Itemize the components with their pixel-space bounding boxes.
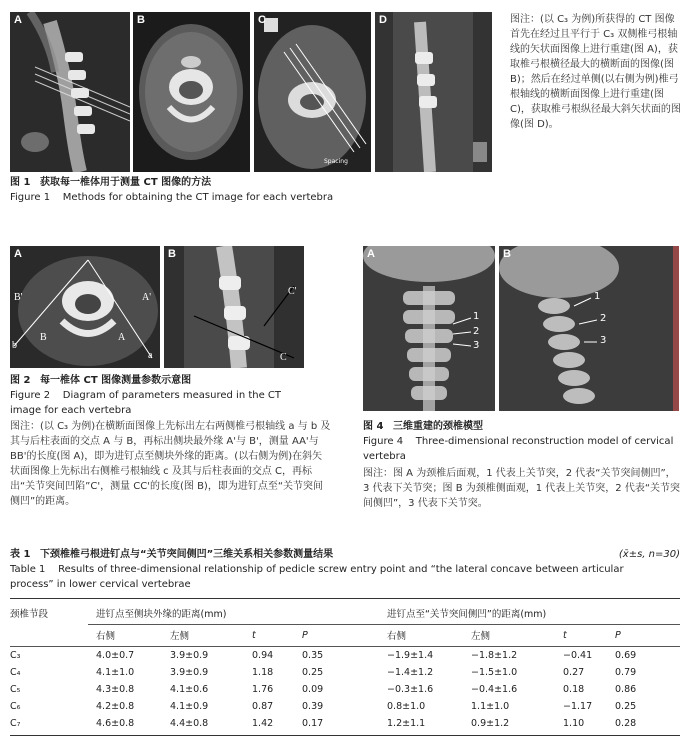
table1-l1: 4.4±0.8 bbox=[170, 717, 209, 729]
table1-p2: 0.69 bbox=[615, 649, 637, 661]
fig4-panel-a-label: A bbox=[367, 248, 375, 260]
fig1-panel-b-image bbox=[133, 12, 250, 172]
table1-p1: 0.35 bbox=[302, 649, 324, 661]
table1-stats: (x̄±s, n=30) bbox=[618, 549, 680, 560]
table1-l1: 3.9±0.9 bbox=[170, 666, 209, 678]
fig2-label-a-line: a bbox=[148, 350, 153, 361]
table1-t2: −0.41 bbox=[563, 649, 593, 661]
fig1-panel-c bbox=[254, 12, 371, 172]
table1-seg: C₃ bbox=[10, 649, 21, 661]
fig2-label-c-prime: C' bbox=[288, 286, 297, 297]
table1-sub-left-1: 左侧 bbox=[170, 624, 252, 646]
table1-p1: 0.39 bbox=[302, 700, 324, 712]
fig4-note: 图注：图 A 为颈椎后面观，1 代表上关节突，2 代表“关节突间侧凹”，3 代表下关节突；图 B 为颈椎侧面观，1 代表上关节突，2 代表“关节突间侧凹”，3 代表下关节突。 bbox=[363, 468, 681, 509]
fig2-label-b-line: b bbox=[12, 340, 17, 351]
table1-r1: 4.3±0.8 bbox=[96, 683, 135, 695]
table1-t1: 1.18 bbox=[252, 666, 274, 678]
table1-title-en bbox=[10, 563, 630, 592]
table-row bbox=[10, 646, 680, 664]
table1-r1: 4.1±1.0 bbox=[96, 666, 135, 678]
table1-title-zh-num: 表 1 bbox=[10, 549, 31, 560]
table-row bbox=[10, 698, 680, 715]
table1-group1-header: 进钉点至侧块外缘的距离(mm) bbox=[96, 608, 227, 620]
table1-seg: C₅ bbox=[10, 683, 21, 695]
fig1-panel-a-label: A bbox=[14, 14, 22, 26]
table1-seg: C₇ bbox=[10, 717, 21, 729]
table1-p1: 0.17 bbox=[302, 717, 324, 729]
table1-t2: 1.10 bbox=[563, 717, 585, 729]
table1-group-header-row bbox=[10, 602, 680, 624]
table1-t1: 1.76 bbox=[252, 683, 274, 695]
table1-sub-header-row bbox=[10, 624, 680, 646]
table1-p1: 0.25 bbox=[302, 666, 324, 678]
table1-p2: 0.86 bbox=[615, 683, 637, 695]
table1-t2: 0.27 bbox=[563, 666, 585, 678]
fig2-panel-b bbox=[164, 246, 304, 368]
fig4-b-num-3: 3 bbox=[600, 335, 607, 346]
fig2-panel-a-label: A bbox=[14, 248, 22, 260]
fig4-caption-en bbox=[363, 435, 681, 464]
fig2-label-b-prime: B' bbox=[14, 292, 23, 303]
table1-seg: C₆ bbox=[10, 700, 21, 712]
table1-t1: 1.42 bbox=[252, 717, 274, 729]
table1-t1: 0.87 bbox=[252, 700, 274, 712]
fig1-panel-c-image bbox=[254, 12, 371, 172]
table1-grid bbox=[10, 602, 680, 732]
fig2-label-c-point: C bbox=[280, 352, 287, 363]
table1-l1: 4.1±0.6 bbox=[170, 683, 209, 695]
fig2-caption-en-num: Figure 2 bbox=[10, 390, 51, 401]
fig1-panel-b-label: B bbox=[137, 14, 145, 26]
fig4-panel-b-image bbox=[499, 246, 679, 411]
fig4-caption-en-num: Figure 4 bbox=[363, 436, 404, 447]
fig1-caption-en-text: Methods for obtaining the CT image for each vertebra bbox=[62, 192, 334, 203]
table1-r2: −0.3±1.6 bbox=[387, 683, 434, 695]
fig1-panel-c-label: C bbox=[258, 14, 266, 26]
table1-title-en-num: Table 1 bbox=[10, 564, 46, 575]
table1-bottom-rule bbox=[10, 735, 680, 736]
table1-t2: 0.18 bbox=[563, 683, 585, 695]
table1-l1: 4.1±0.9 bbox=[170, 700, 209, 712]
fig1-caption-en-num: Figure 1 bbox=[10, 192, 51, 203]
fig2-caption-en bbox=[10, 389, 310, 418]
fig4-a-num-2: 2 bbox=[473, 326, 480, 337]
fig1-caption-zh bbox=[10, 176, 211, 191]
table1-r2: −1.4±1.2 bbox=[387, 666, 434, 678]
table1-r1: 4.0±0.7 bbox=[96, 649, 135, 661]
table1-title-zh-text: 下颈椎椎弓根进钉点与“关节突间侧凹”三维关系相关参数测量结果 bbox=[40, 549, 334, 560]
table1-t1: 0.94 bbox=[252, 649, 274, 661]
table1-p1: 0.09 bbox=[302, 683, 324, 695]
fig4-b-num-2: 2 bbox=[600, 313, 607, 324]
fig2-caption-zh-num: 图 2 bbox=[10, 375, 31, 386]
fig1-caption-zh-num: 图 1 bbox=[10, 177, 31, 188]
fig2-label-b-point: B bbox=[40, 332, 47, 343]
table1-p2: 0.25 bbox=[615, 700, 637, 712]
table1-r2: −1.9±1.4 bbox=[387, 649, 434, 661]
fig4-caption-zh-num: 图 4 bbox=[363, 421, 384, 432]
fig1-spacing-label: Spacing bbox=[324, 158, 348, 165]
table1-r1: 4.6±0.8 bbox=[96, 717, 135, 729]
fig2-panel-a bbox=[10, 246, 160, 368]
fig2-caption-zh-text: 每一椎体 CT 图像测量参数示意图 bbox=[40, 375, 192, 386]
table1-l2: 1.1±1.0 bbox=[471, 700, 510, 712]
fig2-panel-b-label: B bbox=[168, 248, 176, 260]
fig2-panel-a-image bbox=[10, 246, 160, 368]
fig4-panel-b-label: B bbox=[503, 248, 511, 260]
fig2-note: 图注：(以 C₃ 为例)在横断面图像上先标出左右两侧椎弓根轴线 a 与 b 及其与后柱表面的交点 A 与 B，再标出侧块最外缘 A'与 B'，测量 AA'与 BB'的长度(图 A)，即为进钉点至侧块外缘的距离。(以右侧为例)在斜矢状面图像上先标出右侧椎弓根轴线 c 及其与后柱表面的交点 C，再标出“关节突间凹陷”C'，测量 CC'的长度(图 B)，即为进钉点至“关节突间侧凹”的距离。 bbox=[10, 421, 331, 507]
fig1-panel-d bbox=[375, 12, 492, 172]
table1-col-segment: 颈椎节段 bbox=[10, 609, 49, 620]
fig1-panel-d-label: D bbox=[379, 14, 387, 26]
fig4-caption-zh-text: 三维重建的颈椎模型 bbox=[393, 421, 483, 432]
fig2-caption-zh bbox=[10, 374, 191, 389]
table-row bbox=[10, 681, 680, 698]
table1-p2: 0.79 bbox=[615, 666, 637, 678]
fig2-label-a-prime: A' bbox=[142, 292, 152, 303]
fig4-caption-en-text: Three-dimensional reconstruction model of cervical vertebra bbox=[363, 436, 674, 462]
fig4-a-num-3: 3 bbox=[473, 340, 480, 351]
fig2-label-a-point: A bbox=[118, 332, 126, 343]
table1-sub-right-2: 右侧 bbox=[379, 624, 471, 646]
table1-r2: 1.2±1.1 bbox=[387, 717, 426, 729]
table1-sub-p-1: P bbox=[302, 624, 379, 646]
table1-group2-header: 进钉点至“关节突间侧凹”的距离(mm) bbox=[387, 608, 547, 620]
fig1-panel-a bbox=[10, 12, 130, 172]
table1-sub-t-1: t bbox=[252, 624, 302, 646]
table1-l2: 0.9±1.2 bbox=[471, 717, 510, 729]
fig1-panel-b bbox=[133, 12, 250, 172]
fig1-caption-en bbox=[10, 191, 333, 206]
table1-l2: −0.4±1.6 bbox=[471, 683, 518, 695]
fig1-caption-zh-text: 获取每一椎体用于测量 CT 图像的方法 bbox=[40, 177, 212, 188]
fig1-panel-d-image bbox=[375, 12, 492, 172]
table1-top-rule bbox=[10, 598, 680, 599]
fig4-caption-zh bbox=[363, 420, 483, 435]
table1-sub-left-2: 左侧 bbox=[471, 624, 563, 646]
table1-l2: −1.5±1.0 bbox=[471, 666, 518, 678]
table1-l1: 3.9±0.9 bbox=[170, 649, 209, 661]
table1-title-en-text: Results of three-dimensional relationship of pedicle screw entry point and “the lateral concave between articular process” in lower cervical vertebrae bbox=[10, 564, 624, 590]
table1-seg: C₄ bbox=[10, 666, 21, 678]
table1-r2: 0.8±1.0 bbox=[387, 700, 426, 712]
table1-l2: −1.8±1.2 bbox=[471, 649, 518, 661]
table1-p2: 0.28 bbox=[615, 717, 637, 729]
fig2-panel-b-image bbox=[164, 246, 304, 368]
table-row bbox=[10, 664, 680, 681]
table1-sub-t-2: t bbox=[563, 624, 615, 646]
fig4-a-num-1: 1 bbox=[473, 311, 480, 322]
fig1-note: 图注：(以 C₃ 为例)所获得的 CT 图像首先在经过且平行于 C₃ 双侧椎弓根轴线的矢状面图像上进行重建(图 A)，获取椎弓根横径最大的横断面的图像(图 B)；然后在经过单侧(以右侧为例)椎弓根轴线的横断面图像上进行重建(图 C)，获取椎弓根纵径最大斜矢状面的图像(图 D)。 bbox=[510, 14, 681, 130]
table-row bbox=[10, 715, 680, 732]
fig1-panel-a-image bbox=[10, 12, 130, 172]
table1-sub-p-2: P bbox=[615, 624, 680, 646]
table1-t2: −1.17 bbox=[563, 700, 593, 712]
table1-title-zh bbox=[10, 548, 680, 563]
table1-sub-right-1: 右侧 bbox=[88, 624, 170, 646]
fig4-b-num-1: 1 bbox=[594, 291, 601, 302]
fig4-panel-b bbox=[499, 246, 679, 411]
table1-r1: 4.2±0.8 bbox=[96, 700, 135, 712]
fig2-caption-en-text: Diagram of parameters measured in the CT image for each vertebra bbox=[10, 390, 282, 416]
fig4-panel-a bbox=[363, 246, 495, 411]
